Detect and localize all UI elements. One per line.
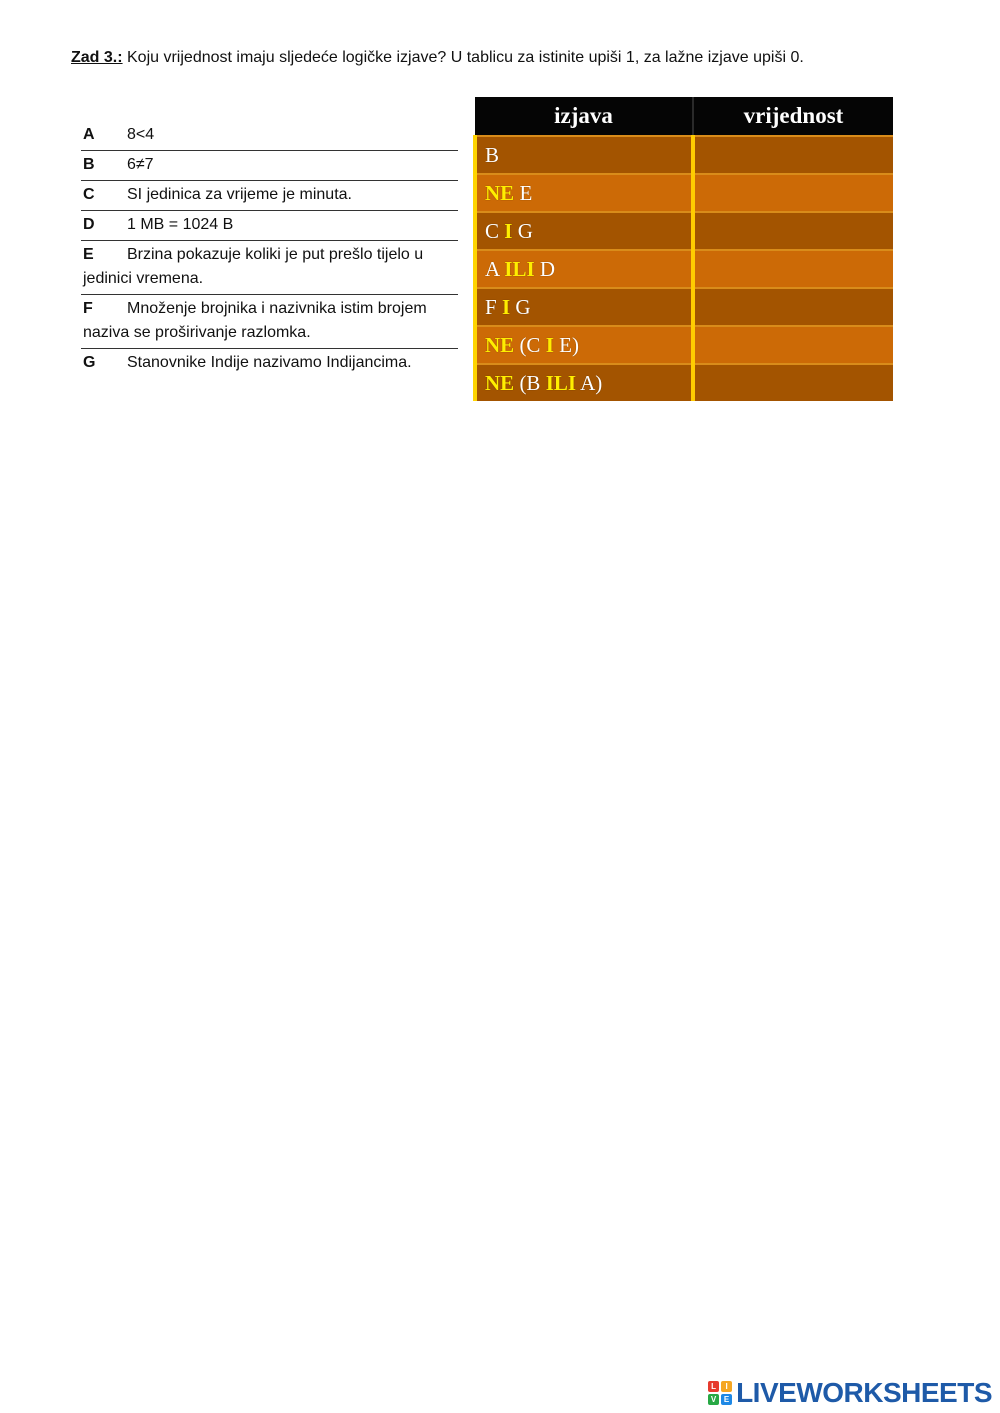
statement-text: 1 MB = 1024 B	[127, 216, 234, 233]
statement-c	[81, 181, 458, 211]
logo-square: E	[721, 1394, 732, 1405]
logic-operator: NE	[485, 332, 515, 357]
expression-cell	[475, 288, 693, 326]
header-vrijednost: vrijednost	[693, 97, 893, 136]
expression-text: (B	[514, 370, 546, 395]
statement-key: E	[83, 246, 94, 263]
logic-operator: ILI	[504, 256, 535, 281]
task-label: Zad 3.:	[71, 49, 123, 66]
statement-key: F	[83, 300, 93, 317]
statement-text: Stanovnike Indije nazivamo Indijancima.	[127, 354, 412, 371]
expression-text: C	[485, 218, 505, 243]
liveworksheets-logo-icon	[708, 1381, 732, 1405]
statement-a	[81, 121, 458, 151]
table-row	[475, 326, 893, 364]
logic-operator: I	[501, 294, 511, 319]
statement-b	[81, 151, 458, 181]
statements-list	[81, 121, 458, 378]
expression-cell	[475, 212, 693, 250]
logic-operator: NE	[485, 370, 515, 395]
statement-text: 6≠7	[127, 156, 154, 173]
answer-table	[473, 97, 893, 401]
statement-text: Množenje brojnika i nazivnika istim brojem naziva se proširivanje razlomka.	[83, 300, 427, 341]
expression-text: A)	[576, 370, 603, 395]
expression-text: B	[485, 142, 500, 167]
value-answer-field[interactable]	[693, 136, 893, 174]
statement-key: D	[83, 216, 95, 233]
table-header-row	[475, 97, 893, 136]
expression-cell	[475, 326, 693, 364]
logo-text: LIVEWORKSHEETS	[736, 1377, 992, 1408]
logo-square: I	[721, 1381, 732, 1392]
expression-text: G	[512, 218, 533, 243]
logo-square: V	[708, 1394, 719, 1405]
expression-text: D	[534, 256, 556, 281]
statement-e	[81, 241, 458, 295]
expression-text: A	[485, 256, 505, 281]
table-row	[475, 174, 893, 212]
logic-operator: ILI	[545, 370, 577, 395]
logo-square: L	[708, 1381, 719, 1392]
expression-text: E	[514, 180, 533, 205]
value-answer-field[interactable]	[693, 288, 893, 326]
table-row	[475, 212, 893, 250]
table-row	[475, 136, 893, 174]
logic-operator: I	[545, 332, 554, 357]
task-text: Koju vrijednost imaju sljedeće logičke izjave? U tablicu za istinite upiši 1, za lažne izjave upiši 0.	[122, 49, 804, 66]
expression-text: G	[510, 294, 531, 319]
statement-text: SI jedinica za vrijeme je minuta.	[127, 186, 352, 203]
header-izjava: izjava	[475, 97, 693, 136]
task-instruction	[71, 47, 971, 69]
expression-text: E)	[553, 332, 579, 357]
logic-operator: I	[504, 218, 513, 243]
table-row	[475, 288, 893, 326]
expression-text: F	[485, 294, 502, 319]
statement-key: A	[83, 126, 95, 143]
expression-cell	[475, 136, 693, 174]
statement-g	[81, 349, 458, 378]
table-row	[475, 250, 893, 288]
statement-key: B	[83, 156, 95, 173]
table-row	[475, 364, 893, 401]
statement-text: Brzina pokazuje koliki je put prešlo tijelo u jedinici vremena.	[83, 246, 424, 287]
expression-text: (C	[514, 332, 546, 357]
value-answer-field[interactable]	[693, 174, 893, 212]
liveworksheets-logo	[708, 1377, 992, 1409]
value-answer-field[interactable]	[693, 212, 893, 250]
expression-cell	[475, 174, 693, 212]
statement-d	[81, 211, 458, 241]
value-answer-field[interactable]	[693, 364, 893, 401]
expression-cell	[475, 250, 693, 288]
statement-key: C	[83, 186, 95, 203]
statement-text: 8<4	[127, 126, 155, 143]
value-answer-field[interactable]	[693, 250, 893, 288]
statement-key: G	[83, 354, 96, 371]
statement-f	[81, 295, 458, 349]
value-answer-field[interactable]	[693, 326, 893, 364]
expression-cell	[475, 364, 693, 401]
table-body	[475, 136, 893, 401]
logic-operator: NE	[485, 180, 515, 205]
